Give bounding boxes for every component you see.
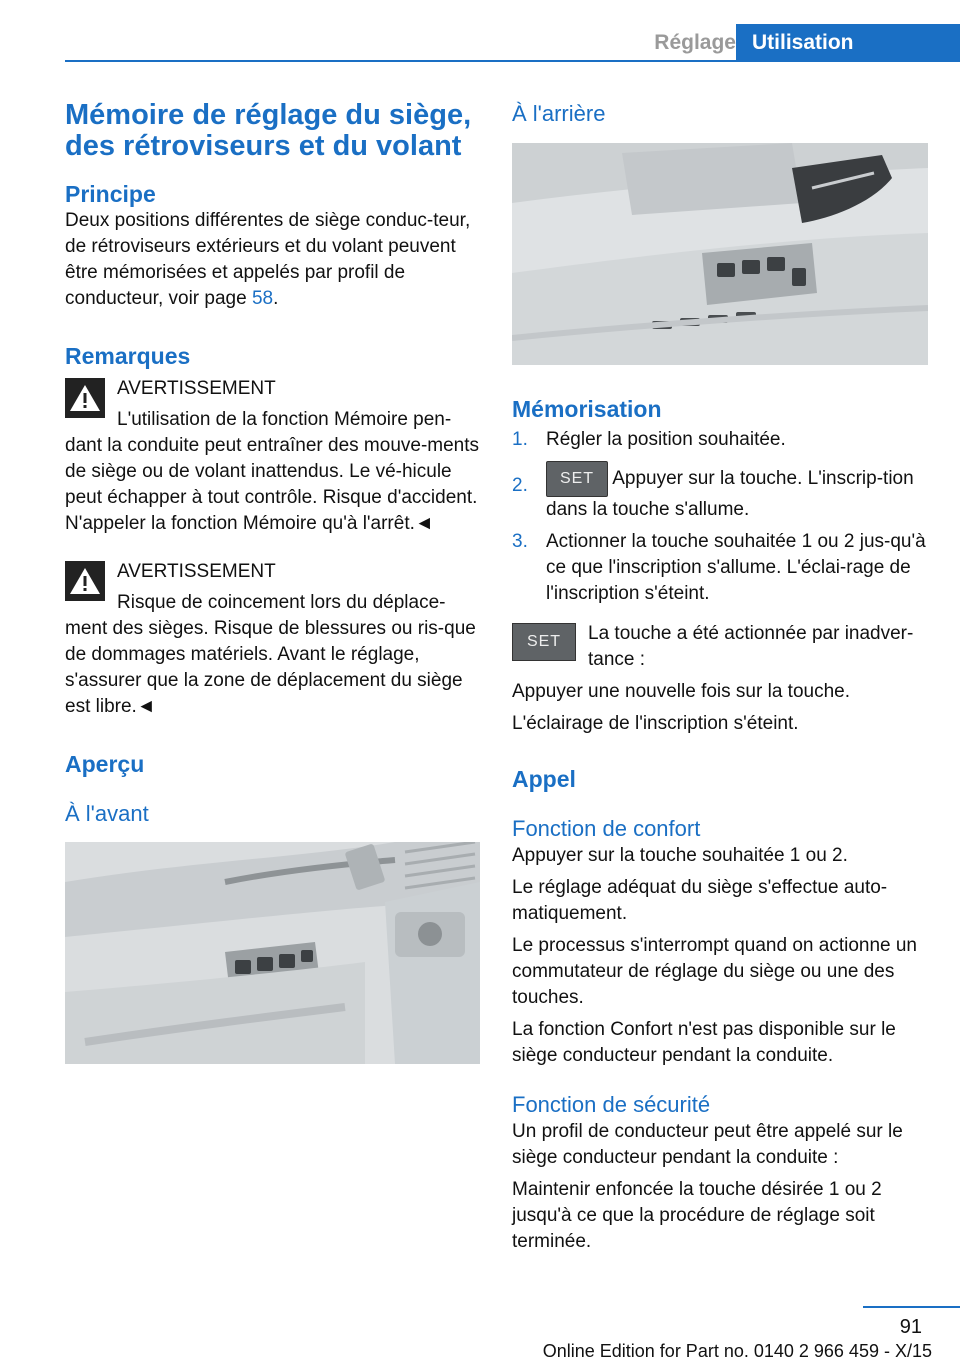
edition-text: Online Edition for Part no. 0140 2 966 459 - X/15 xyxy=(542,1341,932,1361)
page-number: 91 xyxy=(899,1316,922,1338)
principe-text: Deux positions différentes de siège conduc-teur, de rétroviseurs extérieurs et du volant peuvent être mémorisées et appelés par profil de conducteur, voir page 58. xyxy=(65,210,471,309)
left-column xyxy=(65,100,480,1064)
set-button-icon: SET xyxy=(546,461,608,497)
principe-heading: Principe xyxy=(65,181,156,207)
list-item: 1. Régler la position souhaitée. xyxy=(512,429,786,450)
warning-triangle-icon xyxy=(65,561,105,601)
rear-door-image xyxy=(512,143,928,365)
warning-2-heading: AVERTISSEMENT xyxy=(117,561,276,582)
page-title: Mémoire de réglage du siège, des rétroviseurs et du volant xyxy=(65,99,472,162)
section-tab[interactable]: Réglage xyxy=(654,31,736,54)
warning-2-body: Risque de coincement lors du déplace-ment des sièges. Risque de blessures ou ris-que de dommages matériels. Avant le réglage, s'assurer que la zone de déplacement du siège est libre.◄ xyxy=(65,592,476,717)
arriere-heading: À l'arrière xyxy=(512,101,606,126)
confort-heading: Fonction de confort xyxy=(512,816,701,841)
remarques-heading: Remarques xyxy=(65,343,191,369)
avant-heading: À l'avant xyxy=(65,801,149,826)
list-item: 2. SET Appuyer sur la touche. L'inscrip-tion dans la touche s'allume. xyxy=(512,461,930,523)
securite-p1: Un profil de conducteur peut être appelé sur le siège conducteur pendant la conduite : xyxy=(512,1121,903,1168)
warning-2 xyxy=(65,559,480,720)
set-note-text: La touche a été actionnée par inadver-tance : xyxy=(588,623,914,670)
p-again: Appuyer une nouvelle fois sur la touche. xyxy=(512,681,850,702)
securite-heading: Fonction de sécurité xyxy=(512,1092,711,1117)
warning-1-body: L'utilisation de la fonction Mémoire pen-dant la conduite peut entraîner des mouve-ments de siège ou de volant inattendus. Le vé-hicule peut échapper à tout contrôle. Risque d'accident. N'appeler la fonction Mémoire qu'à l'arrêt.◄ xyxy=(65,409,480,534)
p-off: L'éclairage de l'inscription s'éteint. xyxy=(512,713,799,734)
memorisation-steps xyxy=(512,427,930,607)
chapter-tab[interactable]: Utilisation xyxy=(736,24,960,62)
right-column xyxy=(512,100,930,1261)
footer-rule xyxy=(863,1306,960,1308)
page-link[interactable]: 58 xyxy=(251,288,274,309)
front-door-image xyxy=(65,842,480,1064)
warning-triangle-icon xyxy=(65,378,105,418)
warning-1-heading: AVERTISSEMENT xyxy=(117,378,276,399)
appel-heading: Appel xyxy=(512,766,576,792)
set-button-icon: SET xyxy=(512,623,576,661)
securite-p2: Maintenir enfoncée la touche désirée 1 ou 2 jusqu'à ce que la procédure de réglage soit terminée. xyxy=(512,1179,882,1252)
apercu-heading: Aperçu xyxy=(65,751,145,777)
warning-1 xyxy=(65,376,480,537)
list-item: 3. Actionner la touche souhaitée 1 ou 2 jus-qu'à ce que l'inscription s'allume. L'éclai-rage de l'inscription s'éteint. xyxy=(512,531,926,604)
confort-p3: Le processus s'interrompt quand on actionne un commutateur de réglage du siège ou une des touches. xyxy=(512,935,917,1008)
set-note xyxy=(512,621,930,679)
confort-p1: Appuyer sur la touche souhaitée 1 ou 2. xyxy=(512,845,848,866)
memorisation-heading: Mémorisation xyxy=(512,396,662,422)
confort-p2: Le réglage adéquat du siège s'effectue auto-matiquement. xyxy=(512,877,888,924)
confort-p4: La fonction Confort n'est pas disponible sur le siège conducteur pendant la conduite. xyxy=(512,1019,896,1066)
